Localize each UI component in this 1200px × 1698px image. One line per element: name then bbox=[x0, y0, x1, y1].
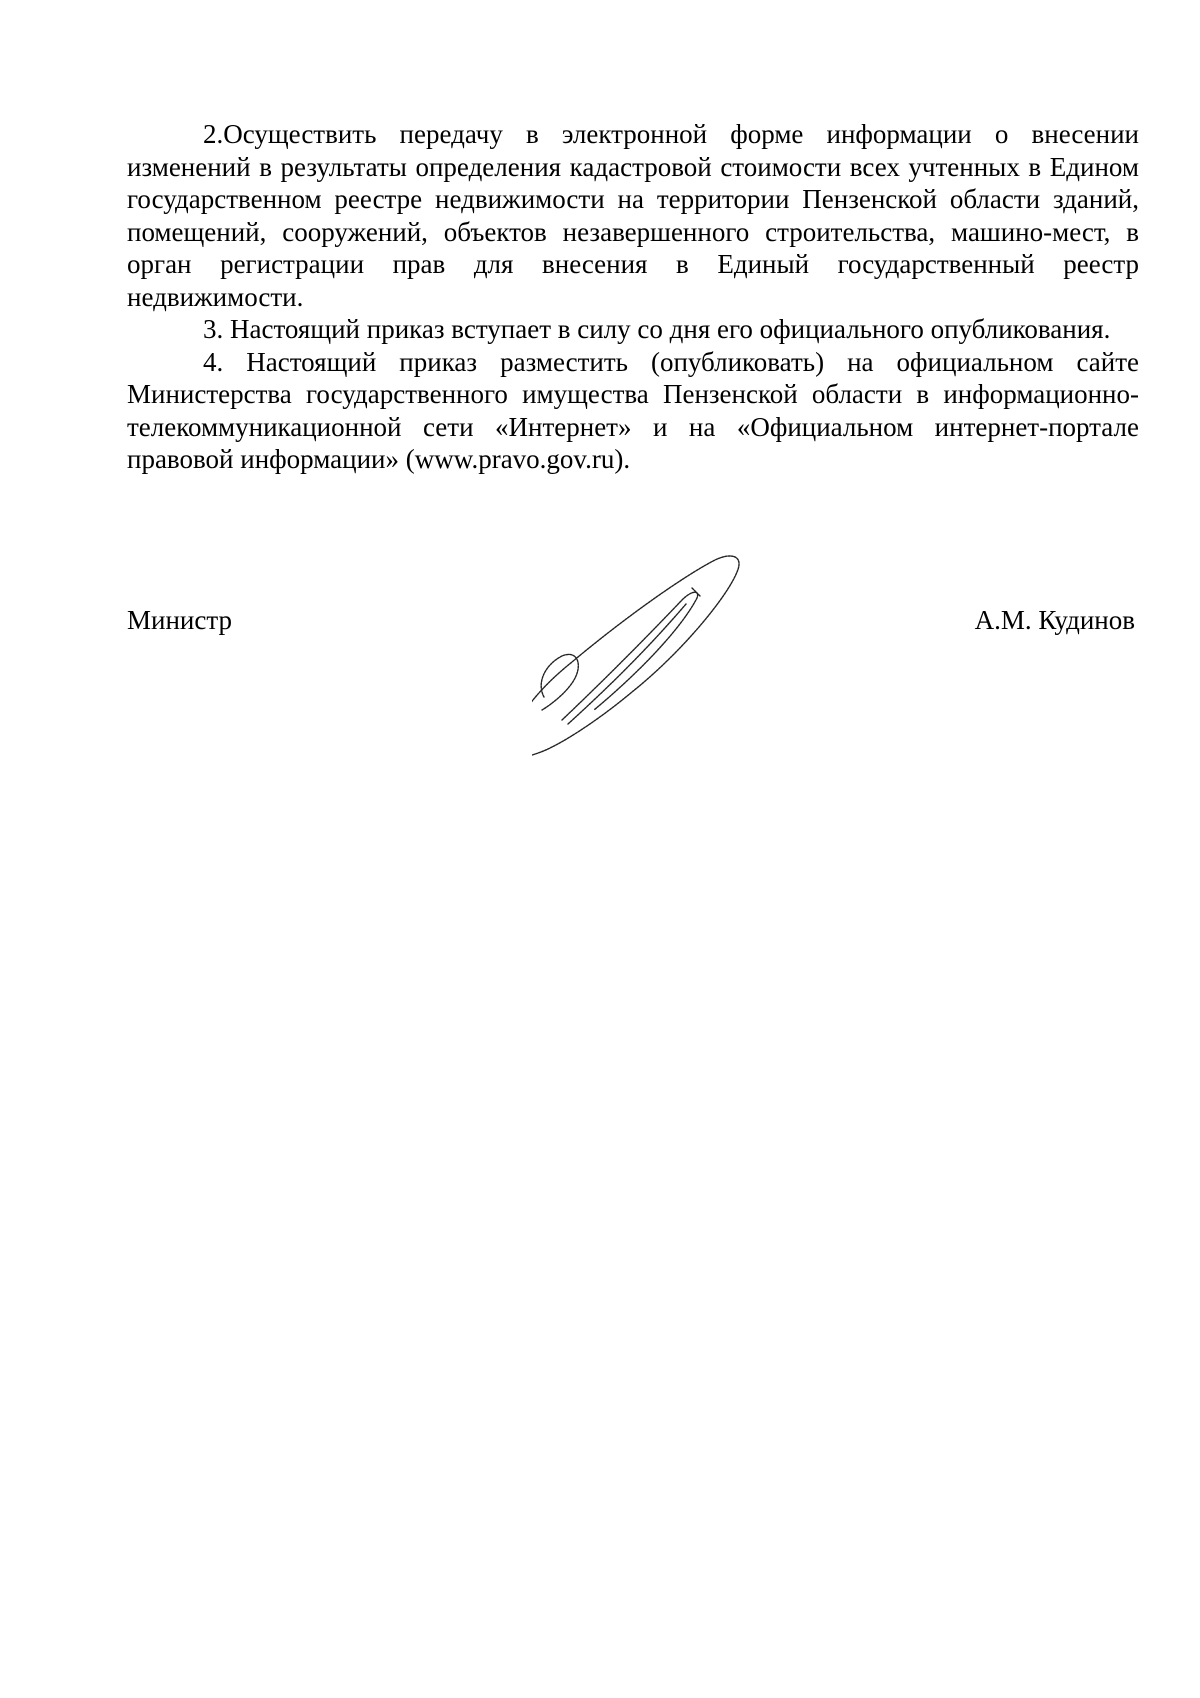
paragraph-3: 3. Настоящий приказ вступает в силу со дня его официального опубликования. bbox=[203, 314, 1111, 344]
signer-name: А.М. Кудинов bbox=[974, 605, 1135, 635]
paragraph-4: 4. Настоящий приказ разместить (опубликовать) на официальном сайте Министерства государственного имущества Пензенской области в информационно-телекоммуникационной сети «Интернет» и на «Официальном интернет-портале правовой информации» (www.pravo.gov.ru). bbox=[127, 346, 1139, 474]
document-body bbox=[127, 118, 1139, 476]
paragraph-2: 2.Осуществить передачу в электронной форме информации о внесении изменений в результаты определения кадастровой стоимости всех учтенных в Едином государственном реестре недвижимости на территории Пензенской области зданий, помещений, сооружений, объектов незавершенного строительства, машино-мест, в орган регистрации прав для внесения в Единый государственный реестр недвижимости. bbox=[127, 119, 1139, 312]
signer-title: Министр bbox=[127, 605, 232, 635]
handwritten-signature bbox=[532, 552, 762, 782]
